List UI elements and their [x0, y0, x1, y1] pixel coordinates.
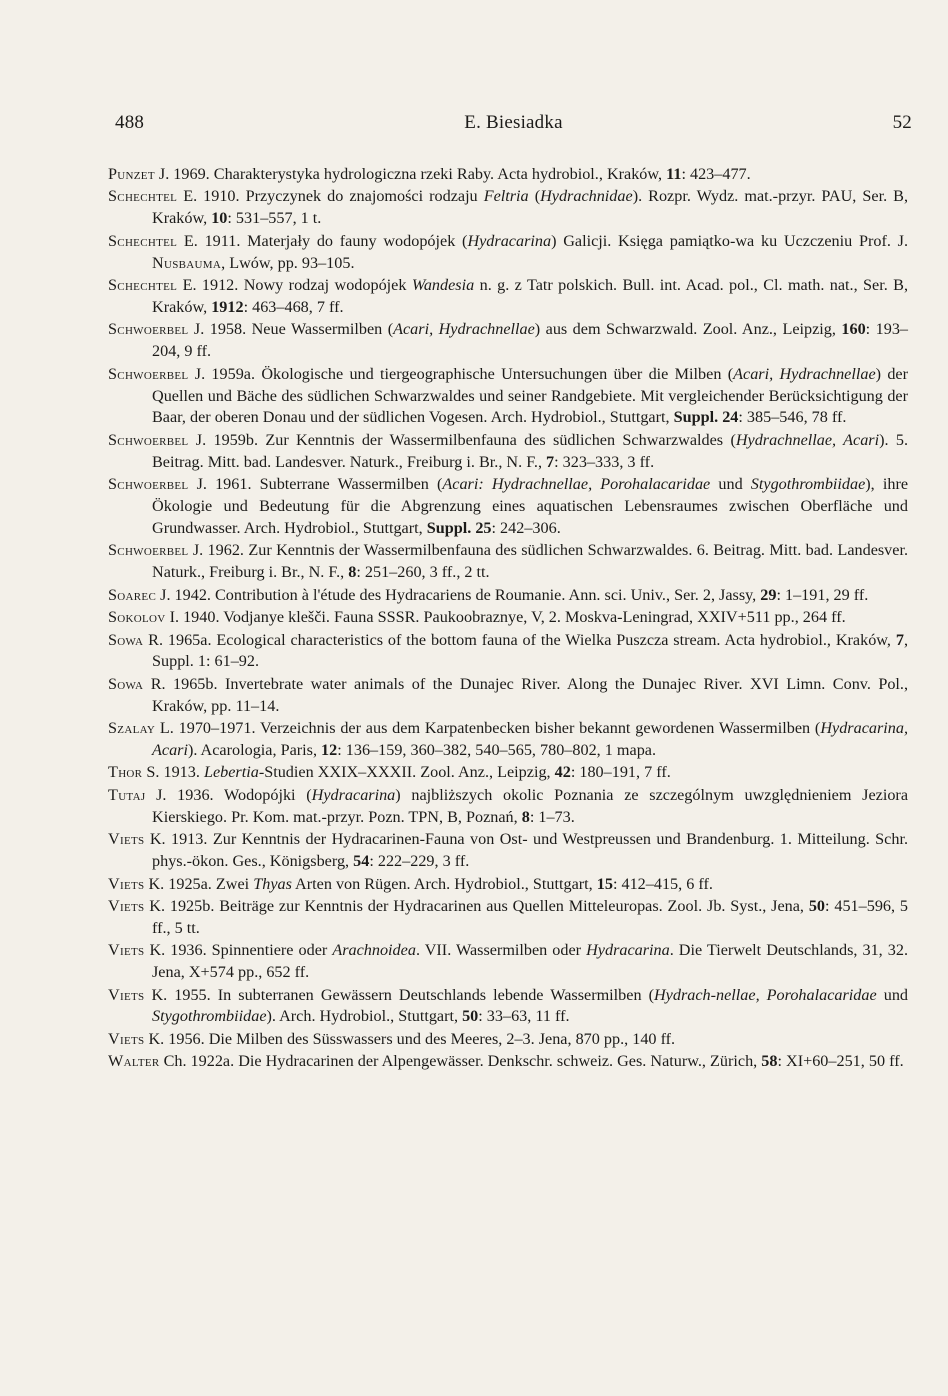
reference-text: 10: [211, 209, 228, 228]
reference-author: Sowa: [108, 674, 144, 693]
reference-author: Viets: [108, 896, 145, 915]
reference-text: Hydrach-nellae, Porohalacaridae: [653, 985, 877, 1004]
reference-text: ), ihre Ökologie und Bedeutung für die Abgrenzung eines aquatischen Lebensraumes zwischen Oberfläche und Grundwasser. Arch. Hydrobiol., Stuttgart,: [152, 475, 909, 537]
reference-list: [108, 164, 908, 1074]
reference-text: J. 1961. Subterrane Wassermilben (: [196, 475, 443, 494]
reference-text: : 251–260, 3 ff., 2 tt.: [356, 563, 490, 582]
page-number-right: 52: [892, 112, 912, 133]
reference-text: E. 1910. Przyczynek do znajomości rodzaju: [183, 187, 484, 206]
reference-text: K. 1956. Die Milben des Süsswassers und des Meeres, 2–3. Jena, 870 pp., 140 ff.: [148, 1029, 676, 1048]
reference-text: 1912: [211, 297, 244, 316]
reference-text: n. g. z Tatr polskich. Bull. int. Acad. pol., Cl. math. nat., Ser. B, Kraków,: [152, 276, 908, 316]
reference-text: L. 1970–1971. Verzeichnis der aus dem Karpatenbecken bisher bekannt gewordenen Wassermilben (: [159, 719, 821, 738]
reference-author: Szalay: [108, 719, 156, 738]
reference-entry: [108, 940, 908, 984]
reference-text: (: [528, 187, 541, 206]
reference-entry: [108, 231, 908, 275]
reference-entry: [108, 896, 908, 940]
running-head-author: E. Biesiadka: [464, 112, 563, 133]
reference-text: . Die Tierwelt Deutschlands, 31, 32. Jena, X+574 pp., 652 ff.: [152, 941, 908, 982]
reference-text: Acari: Hydrachnellae, Porohalacaridae: [442, 475, 711, 494]
reference-entry: [108, 164, 908, 186]
reference-text: ). 5. Beitrag. Mitt. bad. Landesver. Naturk., Freiburg i. Br., N. F.,: [152, 430, 909, 471]
reference-text: Acari, Hydrachnellae: [733, 364, 876, 383]
reference-text: ). Rozpr. Wydz. mat.-przyr. PAU, Ser. B, Kraków,: [152, 187, 908, 228]
reference-author: Schechtel: [108, 231, 178, 250]
reference-text: : 33–63, 11 ff.: [478, 1007, 570, 1026]
reference-text: I. 1940. Vodjanye klešči. Fauna SSSR. Paukoobraznye, V, 2. Moskva-Leningrad, XXIV+511 pp., 264 ff.: [169, 608, 846, 627]
reference-text: Wandesia: [411, 276, 475, 295]
reference-entry: [108, 585, 908, 607]
reference-author: Schwoerbel: [108, 430, 189, 449]
reference-entry: [108, 630, 908, 674]
reference-entry: [108, 1029, 908, 1051]
reference-text: ) Galicji. Księga pamiątko-wa ku Uczczeniu Prof. J.: [551, 231, 908, 250]
reference-text: E. 1912. Nowy rodzaj wodopójek: [182, 276, 412, 295]
reference-text: R. 1965b. Invertebrate water animals of the Dunajec River. Along the Dunajec River. XVI Limn. Conv. Pol., Kraków, pp. 11–14.: [150, 674, 909, 715]
reference-entry: [108, 607, 908, 629]
reference-author: Schwoerbel: [108, 364, 189, 383]
reference-entry: [108, 430, 908, 474]
reference-text: : 412–415, 6 ff.: [612, 874, 713, 893]
reference-author: Thor: [108, 763, 143, 782]
reference-text: S. 1913.: [146, 763, 204, 782]
reference-text: : 222–229, 3 ff.: [369, 852, 470, 871]
reference-author: Viets: [108, 985, 145, 1004]
reference-text: 54: [353, 852, 370, 871]
reference-entry: [108, 874, 908, 896]
reference-text: 29: [760, 585, 777, 604]
reference-text: R. 1965a. Ecological characteristics of the bottom fauna of the Wielka Puszcza stream. Acta hydrobiol., Kraków,: [148, 630, 896, 649]
reference-entry: [108, 674, 908, 718]
reference-author: Viets: [108, 830, 145, 849]
reference-author: Walter: [108, 1052, 160, 1071]
reference-text: 11: [666, 165, 682, 183]
reference-text: : 180–191, 7 ff.: [570, 763, 671, 782]
reference-text: Suppl. 24: [673, 408, 739, 427]
reference-text: Thyas: [253, 874, 292, 893]
reference-text: Lebertia: [203, 763, 259, 782]
reference-text: Hydracarina: [311, 785, 396, 804]
reference-text: 160: [841, 320, 866, 339]
reference-text: 50: [462, 1007, 479, 1026]
reference-text: 50: [808, 896, 825, 915]
reference-author: Punzet: [108, 165, 155, 183]
reference-text: E. 1911. Materjały do fauny wodopójek (: [183, 231, 468, 250]
reference-entry: [108, 319, 908, 363]
reference-text: Stygothrombiidae: [750, 475, 866, 494]
reference-entry: [108, 718, 908, 762]
reference-text: -Studien XXIX–XXXII. Zool. Anz., Leipzig,: [258, 763, 555, 782]
reference-author: Schechtel: [108, 276, 178, 295]
reference-text: Feltria: [483, 187, 529, 206]
reference-text: J. 1936. Wodopójki (: [156, 785, 312, 804]
reference-text: ). Arch. Hydrobiol., Stuttgart,: [266, 1007, 463, 1026]
reference-text: Hydracarina: [467, 231, 552, 250]
reference-author: Sowa: [108, 630, 144, 649]
reference-text: ) der Quellen und Bäche des südlichen Schwarzwaldes und seiner Randgebiete. Mit vergleichender Berücksichtigung der Baar, der oberen Donau und der südlichen Vogesen. Arch. Hydrobiol., Stuttgart,: [152, 364, 909, 427]
reference-text: : 1–191, 29 ff.: [776, 585, 869, 604]
reference-text: : 463–468, 7 ff.: [243, 297, 344, 316]
reference-text: : 136–159, 360–382, 540–565, 780–802, 1 mapa.: [337, 741, 657, 760]
reference-text: Hydracarina: [586, 941, 670, 960]
reference-text: Nusbauma: [152, 253, 222, 272]
reference-text: J. 1959b. Zur Kenntnis der Wassermilbenfauna des südlichen Schwarzwaldes (: [195, 430, 736, 449]
reference-entry: [108, 474, 908, 540]
reference-text: und: [710, 475, 751, 494]
reference-text: Hydrachnidae: [540, 187, 633, 206]
reference-text: Hydracarina, Acari: [152, 719, 908, 760]
reference-author: Viets: [108, 1029, 145, 1048]
reference-text: 42: [554, 763, 571, 782]
reference-text: K. 1936. Spinnentiere oder: [149, 941, 333, 960]
reference-author: Tutaj: [108, 785, 146, 804]
reference-text: J. 1958. Neue Wassermilben (: [193, 320, 394, 339]
page-number-left: 488: [115, 112, 145, 133]
reference-author: Schwoerbel: [108, 475, 189, 494]
reference-text: ) najbliższych okolic Poznania ze szczególnym uwzględnieniem Jeziora Kierskiego. Pr. Kom. mat.-przyr. Pozn. TPN, B, Poznań,: [152, 785, 909, 826]
reference-entry: [108, 762, 908, 784]
reference-text: K. 1925a. Zwei: [148, 874, 254, 893]
reference-text: Arten von Rügen. Arch. Hydrobiol., Stuttgart,: [291, 874, 597, 893]
reference-text: : 242–306.: [491, 519, 561, 537]
reference-author: Schechtel: [108, 187, 178, 206]
reference-text: J. 1959a. Ökologische und tiergeographische Untersuchungen über die Milben (: [194, 364, 734, 383]
reference-text: und: [876, 985, 909, 1004]
reference-text: 7: [895, 630, 904, 649]
reference-text: , Suppl. 1: 61–92.: [152, 630, 909, 671]
reference-text: K. 1925b. Beiträge zur Kenntnis der Hydracarinen aus Quellen Mitteleuropas. Zool. Jb. Syst., Jena,: [149, 896, 809, 915]
reference-text: Ch. 1922a. Die Hydracarinen der Alpengewässer. Denkschr. schweiz. Ges. Naturw., Zürich,: [163, 1052, 762, 1071]
reference-text: ) aus dem Schwarzwald. Zool. Anz., Leipzig,: [534, 320, 842, 339]
reference-author: Soarec: [108, 585, 157, 604]
reference-text: : XI+60–251, 50 ff.: [777, 1052, 904, 1071]
reference-text: : 1–73.: [529, 807, 575, 826]
reference-text: J. 1962. Zur Kenntnis der Wassermilbenfauna des südlichen Schwarzwaldes. 6. Beitrag. Mitt. bad. Landesver. Naturk., Freiburg i. Br., N. F.,: [152, 541, 908, 582]
reference-text: . VII. Wassermilben oder: [415, 941, 587, 960]
reference-text: : 193–204, 9 ff.: [152, 320, 909, 361]
reference-text: Suppl. 25: [426, 519, 492, 537]
reference-text: ). Acarologia, Paris,: [187, 741, 322, 760]
reference-text: : 423–477.: [681, 165, 751, 183]
reference-text: : 385–546, 78 ff.: [738, 408, 847, 427]
reference-text: : 323–333, 3 ff.: [554, 452, 655, 471]
reference-entry: [108, 186, 908, 230]
reference-text: Arachnoidea: [332, 941, 416, 960]
reference-entry: [108, 1051, 908, 1073]
reference-text: 15: [596, 874, 613, 893]
reference-text: 7: [546, 452, 555, 471]
reference-entry: [108, 275, 908, 319]
reference-author: Sokolov: [108, 608, 166, 627]
reference-entry: [108, 829, 908, 873]
reference-author: Schwoerbel: [108, 541, 189, 560]
reference-text: K. 1955. In subterranen Gewässern Deutschlands lebende Wassermilben (: [151, 985, 654, 1004]
reference-entry: [108, 985, 908, 1029]
reference-text: 58: [761, 1052, 778, 1071]
reference-text: 8: [348, 563, 357, 582]
reference-text: Hydrachnellae, Acari: [735, 430, 880, 449]
reference-text: 12: [321, 741, 338, 760]
reference-text: : 451–596, 5 ff., 5 tt.: [152, 896, 909, 937]
reference-text: , Lwów, pp. 93–105.: [221, 253, 355, 272]
reference-author: Viets: [108, 941, 145, 960]
reference-entry: [108, 364, 908, 430]
running-head: [115, 112, 912, 142]
reference-entry: [108, 785, 908, 829]
reference-text: J. 1942. Contribution à l'étude des Hydracariens de Roumanie. Ann. sci. Univ., Ser. 2, Jassy,: [160, 585, 761, 604]
reference-text: 8: [521, 807, 530, 826]
reference-text: Stygothrombiidae: [152, 1007, 267, 1026]
reference-author: Viets: [108, 874, 145, 893]
reference-text: K. 1913. Zur Kenntnis der Hydracarinen-Fauna von Ost- und Westpreussen und Brandenburg. 1. Mitteilung. Schr. phys.-ökon. Ges., Königsberg,: [149, 830, 909, 871]
reference-text: : 531–557, 1 t.: [227, 209, 322, 228]
reference-text: Acari, Hydrachnellae: [393, 320, 535, 339]
reference-text: J. 1969. Charakterystyka hydrologiczna rzeki Raby. Acta hydrobiol., Kraków,: [158, 165, 667, 183]
reference-author: Schwoerbel: [108, 320, 189, 339]
reference-entry: [108, 540, 908, 584]
